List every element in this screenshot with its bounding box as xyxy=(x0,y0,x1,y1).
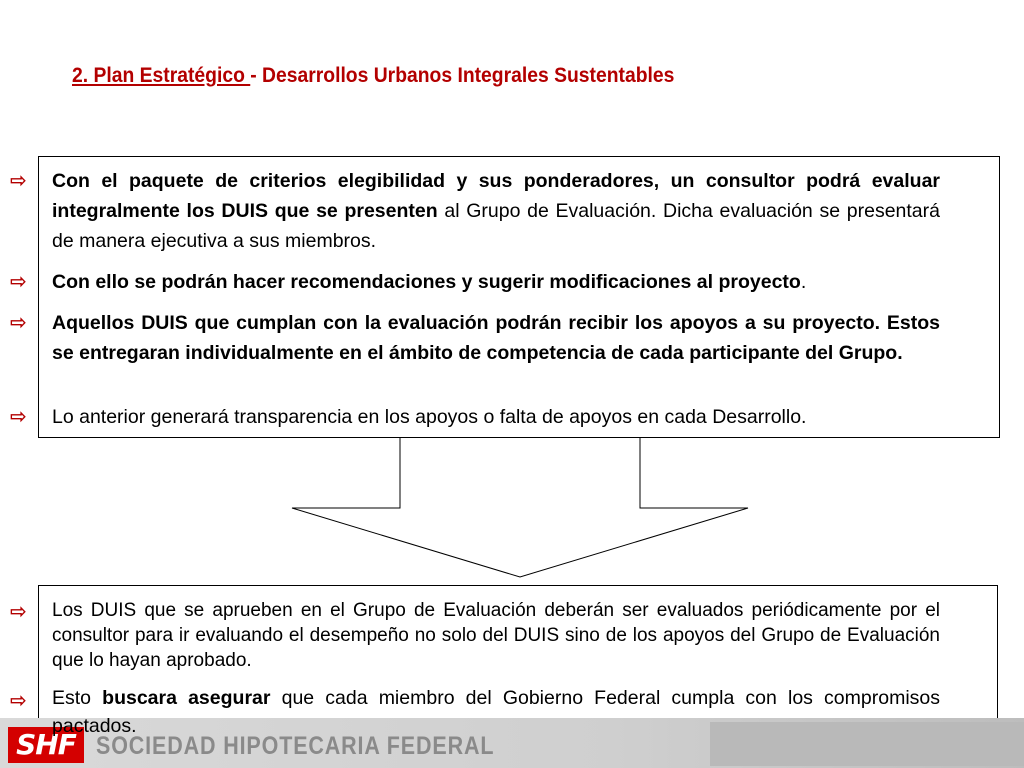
bullet-item-1-bold: Con el paquete de criterios elegibilidad y sus ponderadores, un consultor podrá evaluar integralmente los DUIS que se presenten xyxy=(52,170,940,222)
shf-logo: SHF xyxy=(8,727,84,763)
bullet-item-2-bold: Con ello se podrán hacer recomendaciones y sugerir modificaciones al proyecto xyxy=(52,271,801,293)
bullet-item-5-text: Los DUIS que se aprueben en el Grupo de Evaluación deberán ser evaluados periódicamente por el consultor para ir evaluando el desempeño no solo del DUIS sino de los apoyos del Grupo de Evaluación que lo hayan aprobado. xyxy=(52,600,940,671)
bullet-arrow-icon: ⇨ xyxy=(10,271,27,293)
title-subject: - Desarrollos Urbanos Integrales Sustentables xyxy=(250,64,675,87)
brand-name: SOCIEDAD HIPOTECARIA FEDERAL xyxy=(96,732,495,760)
bullet-item-4-text: Lo anterior generará transparencia en los apoyos o falta de apoyos en cada Desarrollo. xyxy=(52,406,807,428)
bullet-arrow-icon: ⇨ xyxy=(10,170,27,192)
bullet-arrow-icon: ⇨ xyxy=(10,690,27,712)
bullet-item-6 xyxy=(52,684,940,740)
bullet-item-6-text: Esto xyxy=(52,687,103,709)
bullet-arrow-icon: ⇨ xyxy=(10,312,27,334)
bullet-item-5 xyxy=(52,598,940,673)
bullet-item-6-bold: buscara asegurar xyxy=(102,687,271,709)
title-section: 2. Plan Estratégico xyxy=(72,64,251,87)
bullet-arrow-icon: ⇨ xyxy=(10,406,27,428)
bullet-item-1-text: al Grupo de Evaluación. Dicha evaluación se presentará de manera ejecutiva a sus miembros. xyxy=(52,200,940,252)
bullet-item-2-text: . xyxy=(800,271,807,293)
bullet-item-3-bold: Aquellos DUIS que cumplan con la evaluación podrán recibir los apoyos a su proyecto. Estos se entregaran individualmente en el ámbito de competencia de cada participante del Grupo. xyxy=(52,312,940,364)
bullet-item-6-tail: que cada miembro del Gobierno Federal cumpla con los compromisos pactados. xyxy=(52,687,941,737)
bullet-arrow-icon: ⇨ xyxy=(10,601,27,623)
